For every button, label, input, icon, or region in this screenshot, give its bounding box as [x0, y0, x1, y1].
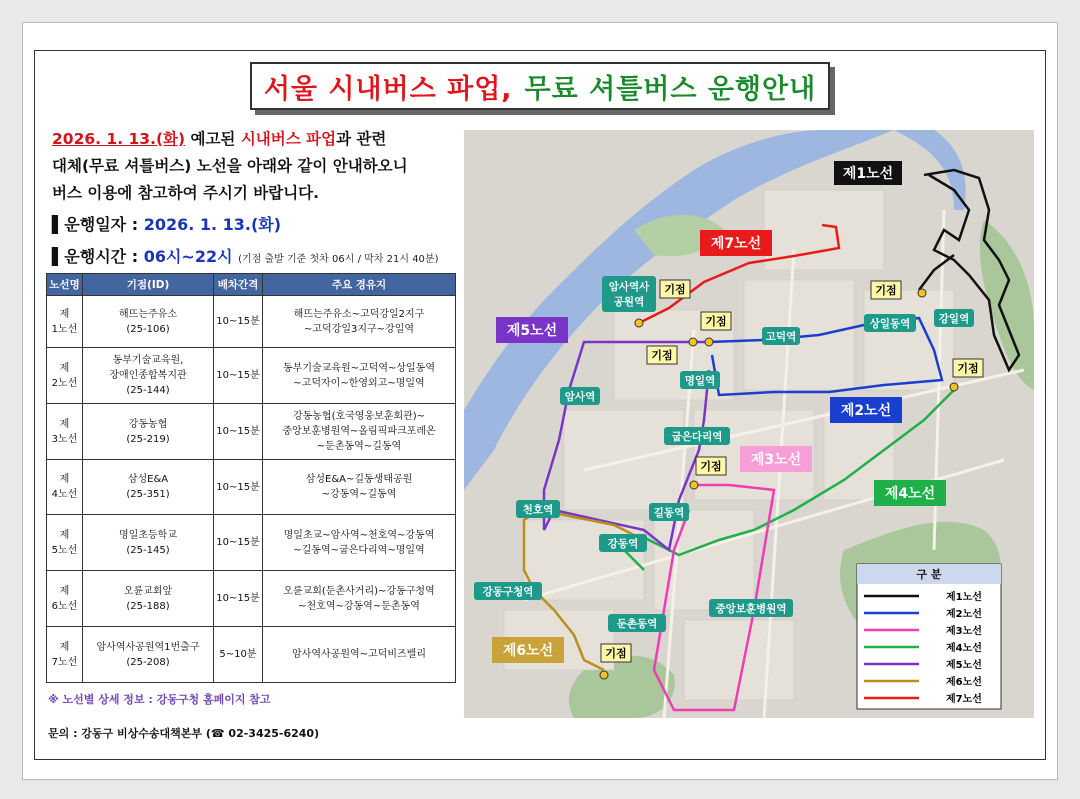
station-label-sangil: 상일동역: [869, 318, 911, 330]
interval-cell: 10~15분: [214, 460, 263, 515]
intro-line3: 버스 이용에 참고하여 주시기 바랍니다.: [52, 184, 320, 202]
route-name-cell: 제 1노선: [47, 296, 83, 348]
operation-time: [52, 244, 438, 267]
start-point-marker: [600, 671, 608, 679]
start-point-marker: [705, 338, 713, 346]
start-point-marker: [635, 319, 643, 327]
station-label-amsa: 암사역: [564, 391, 596, 403]
station-label-amsa-historic: 암사역사: [608, 281, 650, 293]
start-label: 기점: [651, 349, 673, 362]
station-label-cheonho: 천호역: [522, 504, 554, 516]
header-route: 노선명: [47, 274, 83, 296]
start-cell: 오륜교회앞 (25-188): [83, 571, 214, 627]
legend-line3-label: 제3노선: [946, 626, 982, 637]
title-red: 서울 시내버스 파업,: [263, 73, 513, 105]
station-label-gangdong: 강동역: [607, 538, 639, 550]
line6-label: 제6노선: [502, 643, 554, 659]
route-name-cell: 제 2노선: [47, 348, 83, 404]
interval-cell: 10~15분: [214, 571, 263, 627]
line1-label: 제1노선: [842, 166, 894, 182]
via-cell: 오륜교회(둔촌사거리)~강동구청역 ~천호역~강동역~둔촌동역: [263, 571, 456, 627]
table-row: [47, 515, 456, 571]
route-name-cell: 제 6노선: [47, 571, 83, 627]
line4-label: 제4노선: [884, 486, 936, 502]
header-via: 주요 경유지: [263, 274, 456, 296]
table-row: [47, 460, 456, 515]
route-table: [46, 273, 456, 683]
header-start: 기점(ID): [83, 274, 214, 296]
route-name-cell: 제 7노선: [47, 627, 83, 683]
start-label: 기점: [605, 647, 627, 660]
svg-text:공원역: 공원역: [613, 296, 645, 308]
interval-cell: 5~10분: [214, 627, 263, 683]
table-row: [47, 627, 456, 683]
route-map: [464, 130, 1034, 718]
station-label-dunchon: 둔촌동역: [616, 618, 658, 630]
intro-p2: 과 관련: [336, 130, 387, 148]
interval-cell: 10~15분: [214, 404, 263, 460]
start-point-marker: [690, 481, 698, 489]
operation-date: [52, 212, 281, 235]
via-cell: 강동농협(호국영웅보훈회관)~ 중앙보훈병원역~올림픽파크포레온 ~둔촌동역~길동역: [263, 404, 456, 460]
route-name-cell: 제 5노선: [47, 515, 83, 571]
operation-time-value: 06시~22시: [143, 247, 233, 266]
legend-line1-label: 제1노선: [946, 592, 982, 603]
legend-line7-label: 제7노선: [946, 694, 982, 705]
start-cell: 강동농협 (25-219): [83, 404, 214, 460]
header-interval: 배차간격: [214, 274, 263, 296]
interval-cell: 10~15분: [214, 296, 263, 348]
legend-line6-label: 제6노선: [946, 677, 982, 688]
notice-title: [250, 62, 830, 110]
via-cell: 해뜨는주유소~고덕강일2지구 ~고덕강일3지구~강일역: [263, 296, 456, 348]
table-row: [47, 404, 456, 460]
via-cell: 동부기술교육원~고덕역~상일동역 ~고덕자이~한영외고~명일역: [263, 348, 456, 404]
start-label: 기점: [700, 460, 722, 473]
interval-cell: 10~15분: [214, 348, 263, 404]
station-label-gildong: 길동역: [653, 507, 685, 519]
map-legend: [857, 564, 1001, 709]
station-label-gubeundari: 굽은다리역: [671, 431, 723, 443]
route-table-header: [47, 274, 456, 296]
start-cell: 해뜨는주유소 (25-106): [83, 296, 214, 348]
start-point-marker: [950, 383, 958, 391]
intro-text: [52, 126, 472, 207]
start-label: 기점: [664, 283, 686, 296]
start-label: 기점: [957, 362, 979, 375]
line7-label: 제7노선: [710, 236, 762, 252]
intro-line2: 대체(무료 셔틀버스) 노선을 아래와 같이 안내하오니: [52, 157, 408, 175]
via-cell: 암사역사공원역~고덕비즈밸리: [263, 627, 456, 683]
via-cell: 삼성E&A~길동생태공원 ~강동역~길동역: [263, 460, 456, 515]
table-row: [47, 296, 456, 348]
interval-cell: 10~15분: [214, 515, 263, 571]
operation-time-label: ▌운행시간 :: [52, 247, 139, 266]
station-label-gangil: 강일역: [938, 313, 970, 325]
start-cell: 암사역사공원역1번출구 (25-208): [83, 627, 214, 683]
operation-time-note: (기점 출발 기준 첫차 06시 / 막차 21시 40분): [238, 254, 439, 265]
start-label: 기점: [705, 315, 727, 328]
operation-date-value: 2026. 1. 13.(화): [143, 215, 282, 234]
start-cell: 동부기술교육원, 장애인종합복지관 (25-144): [83, 348, 214, 404]
via-cell: 명일초교~암사역~천호역~강동역 ~길동역~굽은다리역~명일역: [263, 515, 456, 571]
legend-line4-label: 제4노선: [946, 643, 982, 654]
start-cell: 명일초등학교 (25-145): [83, 515, 214, 571]
legend-line5-label: 제5노선: [946, 660, 982, 671]
table-row: [47, 571, 456, 627]
table-row: [47, 348, 456, 404]
line3-label: 제3노선: [750, 452, 802, 468]
station-label-godeok: 고덕역: [765, 331, 797, 343]
start-point-marker: [689, 338, 697, 346]
line2-label: 제2노선: [840, 403, 892, 419]
route-map-svg: [464, 130, 1034, 718]
start-cell: 삼성E&A (25-351): [83, 460, 214, 515]
legend-header: 구 분: [916, 568, 942, 581]
legend-line2-label: 제2노선: [946, 609, 982, 620]
route-name-cell: 제 4노선: [47, 460, 83, 515]
title-green: 무료 셔틀버스 운행안내: [524, 73, 817, 105]
detail-note: ※ 노선별 상세 정보 : 강동구청 홈페이지 참고: [48, 693, 271, 706]
intro-date: 2026. 1. 13.(화): [52, 130, 186, 148]
line5-label: 제5노선: [506, 323, 558, 339]
station-label-gangdong-gu-office: 강동구청역: [482, 586, 534, 598]
intro-p1: 예고된: [185, 130, 241, 148]
route-name-cell: 제 3노선: [47, 404, 83, 460]
start-label: 기점: [875, 284, 897, 297]
start-point-marker: [918, 289, 926, 297]
station-label-veterans-hospital: 중앙보훈병원역: [715, 603, 787, 615]
operation-date-label: ▌운행일자 :: [52, 215, 139, 234]
intro-strike: 시내버스 파업: [240, 130, 337, 148]
contact-info: 문의 : 강동구 비상수송대책본부 (☎ 02-3425-6240): [48, 727, 320, 740]
station-label-myeongil: 명일역: [684, 375, 716, 387]
